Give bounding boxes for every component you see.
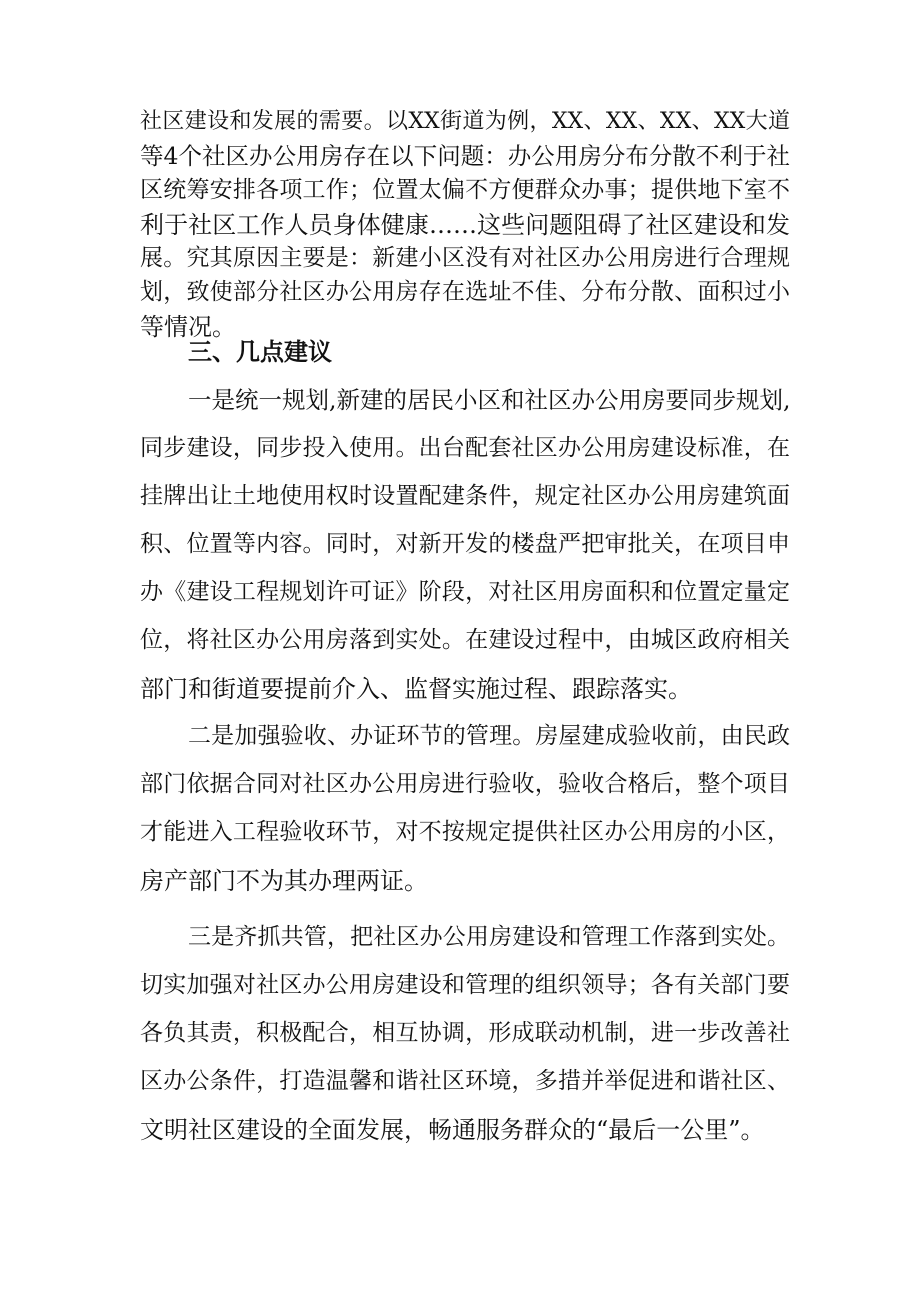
paragraph-line: 才能进入工程验收环节，对不按规定提供社区办公用房的小区， — [140, 819, 790, 845]
paragraph-line: 部门依据合同对社区办公用房进行验收，验收合格后，整个项目 — [140, 771, 790, 797]
paragraph-line: 房产部门不为其办理两证。 — [140, 867, 428, 895]
paragraph-line: 切实加强对社区办公用房建设和管理的组织领导；各有关部门要 — [140, 972, 790, 998]
paragraph-line: 区统筹安排各项工作；位置太偏不方便群众办事；提供地下室不 — [140, 177, 790, 203]
paragraph-line: 三是齐抓共管，把社区办公用房建设和管理工作落到实处。 — [188, 924, 790, 950]
paragraph-line: 二是加强验收、办证环节的管理。房屋建成验收前，由民政 — [188, 723, 790, 749]
section-heading: 三、几点建议 — [188, 338, 332, 366]
paragraph-line: 同步建设，同步投入使用。出台配套社区办公用房建设标准，在 — [140, 435, 790, 461]
paragraph-line: 积、位置等内容。同时，对新开发的楼盘严把审批关，在项目申 — [140, 531, 790, 557]
paragraph-line: 办《建设工程规划许可证》阶段，对社区用房面积和位置定量定 — [140, 579, 790, 605]
paragraph-line: 展。究其原因主要是：新建小区没有对社区办公用房进行合理规 — [140, 245, 790, 271]
paragraph-line: 利于社区工作人员身体健康……这些问题阻碍了社区建设和发 — [140, 211, 790, 239]
paragraph-line: 位，将社区办公用房落到实处。在建设过程中，由城区政府相关 — [140, 627, 790, 653]
paragraph-line: 部门和街道要提前介入、监督实施过程、跟踪落实。 — [140, 675, 692, 703]
paragraph-line: 区办公条件，打造温馨和谐社区环境，多措并举促进和谐社区、 — [140, 1068, 790, 1094]
paragraph-line: 等情况。 — [140, 313, 236, 341]
paragraph-line: 一是统一规划,新建的居民小区和社区办公用房要同步规划, — [188, 386, 791, 414]
paragraph-line: 社区建设和发展的需要。以XX街道为例，XX、XX、XX、XX大道 — [140, 109, 790, 134]
paragraph-line: 文明社区建设的全面发展，畅通服务群众的“最后一公里”。 — [140, 1116, 765, 1144]
paragraph-line: 划，致使部分社区办公用房存在选址不佳、分布分散、面积过小 — [140, 279, 790, 305]
paragraph-line: 各负其责，积极配合，相互协调，形成联动机制，进一步改善社 — [140, 1020, 790, 1046]
paragraph-line: 等4个社区办公用房存在以下问题：办公用房分布分散不利于社 — [140, 142, 790, 170]
paragraph-line: 挂牌出让土地使用权时设置配建条件，规定社区办公用房建筑面 — [140, 483, 790, 509]
